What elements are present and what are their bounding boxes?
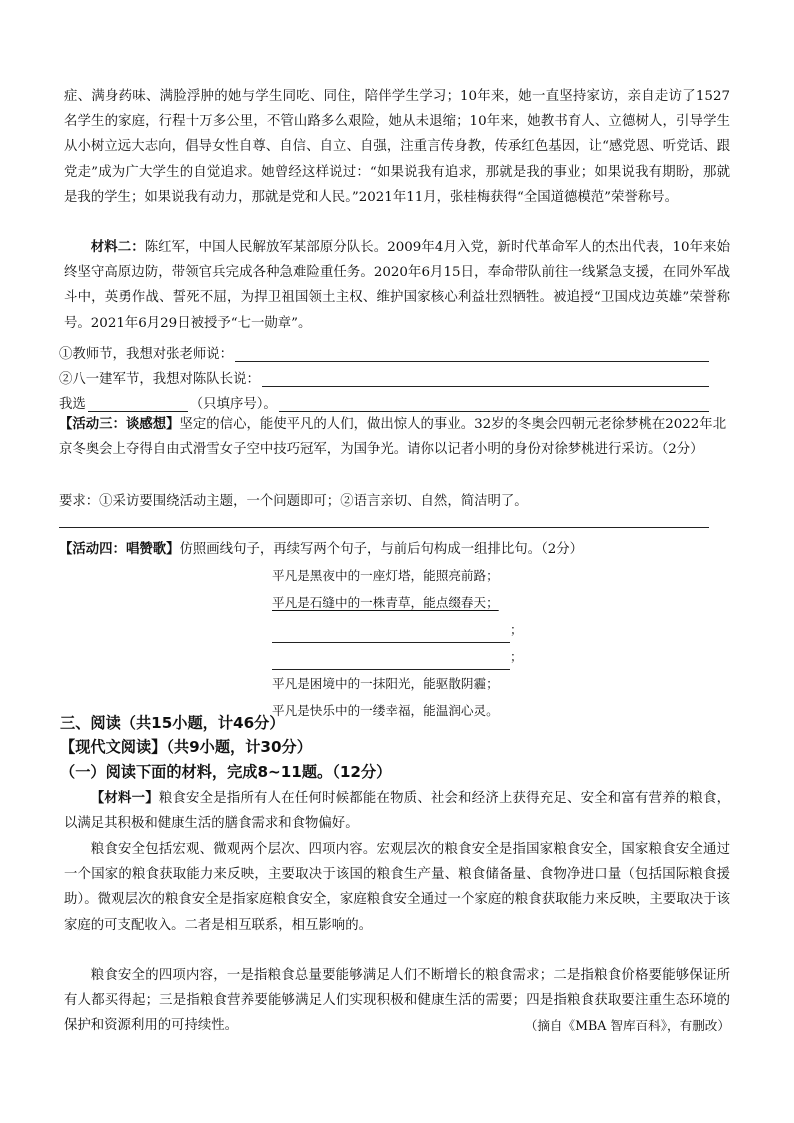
activity4-text: 仿照画线句子，再续写两个句子，与前后句构成一组排比句。（2分） <box>179 542 584 557</box>
section3-part1: （一）阅读下面的材料，完成8~11题。（12分） <box>60 763 392 781</box>
activity4-paragraph <box>59 537 731 562</box>
choice-number-input[interactable] <box>88 394 188 412</box>
reading-source: （摘自《MBA 智库百科》，有删改） <box>524 1018 730 1033</box>
prompt-choose-row <box>59 387 709 412</box>
poem-line-1: 平凡是黑夜中的一座灯塔，能照亮前路； <box>272 568 499 583</box>
activity3-label: 【活动三：谈感想】 <box>59 416 180 432</box>
prompt-teacher: ①教师节，我想对张老师说： <box>59 347 234 362</box>
material2-paragraph <box>64 235 730 336</box>
material2-text: 陈红军，中国人民解放军某部原分队长。2009年4月入党，新时代革命军人的杰出代表，10年来始终坚守高原边防，带领官兵完成各种急难险重任务。2020年6月15日，奉命带队前往一线紧急支援，在同外军战斗中，英勇作战、誓死不屈，为捍卫祖国领土主权、维护国家核心利益壮烈牺牲。被追授“卫国戍边英雄”荣誉称号。2021年6月29日被授予“七一勋章”。 <box>64 240 731 331</box>
poem-blank-2-end: ； <box>510 649 523 664</box>
poem-line-underlined: 平凡是石缝中的一株青草，能点缀春天； <box>272 595 499 610</box>
answer-choose-input[interactable] <box>279 394 709 412</box>
activity4-label: 【活动四：唱赞歌】 <box>59 541 180 557</box>
poem-blank-2 <box>272 643 523 670</box>
material2-label: 材料二： <box>90 239 145 255</box>
reading-p1-text: 粮食安全是指所有人在任何时候都能在物质、社会和经济上获得充足、安全和富有营养的粮食，以满足其积极和健康生活的膳食需求和食物偏好。 <box>64 791 731 832</box>
prompt-teacher-row <box>59 337 709 362</box>
poem-blank-1-input[interactable] <box>272 626 510 643</box>
poem-blank-1 <box>272 616 523 643</box>
reading-p3: 粮食安全的四项内容，一是指粮食总量要能够满足人们不断增长的粮食需求；二是指粮食价格要能够保证所有人都买得起；三是指粮食营养要能够满足人们实现积极和健康生活的需要；四是指粮食获取要注重生态环境的保护和资源利用的可持续性。 <box>64 968 730 1034</box>
parallel-sentences <box>272 562 523 724</box>
prompt-army-row <box>59 362 709 387</box>
material1-tail: 症、满身药味、满脸浮肿的她与学生同吃、同住，陪伴学生学习；10年来，她一直坚持家访，亲自走访了1527名学生的家庭，行程十万多公里，不管山路多么艰险，她从未退缩；10年来，她教书育人、立德树人，引导学生从小树立远大志向，倡导女性自尊、自信、自立、自强，注重言传身教，传承红色基因，让“感党恩、听党话、跟党走”成为广大学生的自觉追求。她曾经这样说过：“如果说我有追求，那就是我的事业；如果说我有期盼，那就是我的学生；如果说我有动力，那就是党和人民。”2021年11月，张桂梅获得“全国道德模范”荣誉称号。 <box>64 89 730 205</box>
choose-pre: 我选 <box>59 397 86 412</box>
activity3-text: 坚定的信心，能使平凡的人们，做出惊人的事业。32岁的冬奥会四朝元老徐梦桃在2022年北京冬奥会上夺得自由式滑雪女子空中技巧冠军，为国争光。请你以记者小明的身份对徐梦桃进行采访。（2分） <box>59 417 727 457</box>
activity3-requirement: 要求：①采访要围绕活动主题，一个问题即可；②语言亲切、自然，简洁明了。 <box>59 494 528 509</box>
reading-label: 【材料一】 <box>90 790 159 806</box>
poem-blank-2-input[interactable] <box>272 653 510 670</box>
answer-army-input[interactable] <box>262 369 709 387</box>
section3-subtitle: 【现代文阅读】（共9小题，计30分） <box>60 738 312 756</box>
answer-teacher-input[interactable] <box>235 344 709 362</box>
choose-post: （只填序号）。 <box>189 397 277 412</box>
section3-title: 三、阅读（共15小题，计46分） <box>60 714 285 732</box>
reading-p2: 粮食安全包括宏观、微观两个层次、四项内容。宏观层次的粮食安全是指国家粮食安全，国家粮食安全通过一个国家的粮食获取能力来反映，主要取决于该国的粮食生产量、粮食储备量、食物净进口量（包括国际粮食援助）。微观层次的粮食安全是指家庭粮食安全，家庭粮食安全通过一个家庭的粮食获取能力来反映，主要取决于该家庭的可支配收入。二者是相互联系，相互影响的。 <box>64 842 730 933</box>
interview-answer-line[interactable] <box>59 507 709 528</box>
poem-line-6: 平凡是快乐中的一缕幸福，能温润心灵。 <box>272 703 499 718</box>
reading-p1 <box>64 786 730 836</box>
poem-blank-1-end: ； <box>510 622 523 637</box>
activity3-paragraph <box>59 412 731 462</box>
prompt-army: ②八一建军节，我想对陈队长说： <box>59 372 260 387</box>
poem-line-5: 平凡是困境中的一抹阳光，能驱散阴霾； <box>272 676 499 691</box>
